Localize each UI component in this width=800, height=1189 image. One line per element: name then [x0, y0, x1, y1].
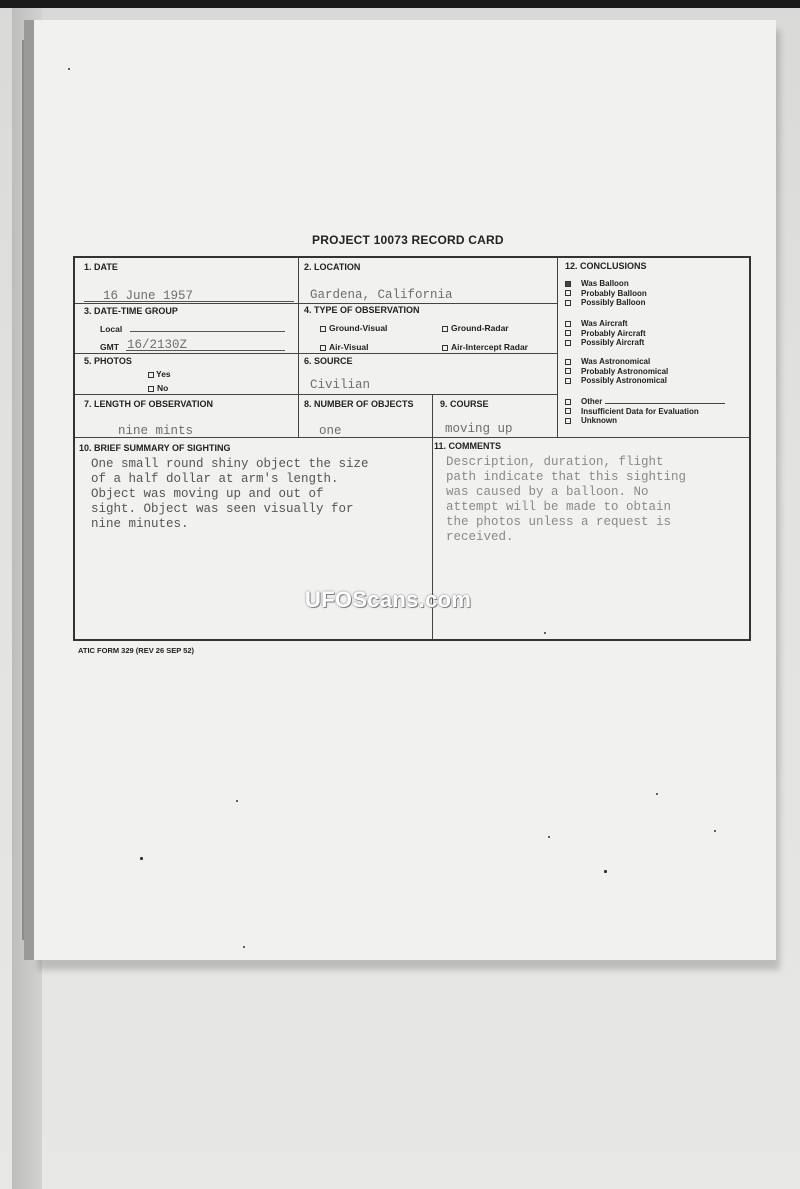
conclusion-was-aircraft: Was Aircraft	[565, 319, 646, 329]
checkbox-icon	[565, 399, 571, 405]
divider-col1	[298, 257, 299, 437]
dust-speck	[140, 857, 143, 860]
checkbox-icon	[320, 345, 326, 351]
course-value: moving up	[445, 422, 513, 436]
photos-label: 5. PHOTOS	[84, 356, 132, 366]
checkbox-icon	[148, 372, 154, 378]
checkbox-icon	[442, 345, 448, 351]
watermark: UFOScans.com	[305, 587, 472, 612]
location-value: Gardena, California	[310, 288, 453, 302]
type-of-observation-label: 4. TYPE OF OBSERVATION	[304, 305, 420, 315]
source-value: Civilian	[310, 378, 371, 392]
conclusion-possibly-aircraft: Possibly Aircraft	[565, 338, 646, 348]
date-value: 16 June 1957	[103, 289, 194, 303]
card-title: PROJECT 10073 RECORD CARD	[312, 233, 504, 247]
date-underline	[84, 301, 294, 302]
date-time-group-label: 3. DATE-TIME GROUP	[84, 306, 178, 316]
conclusion-possibly-balloon: Possibly Balloon	[565, 298, 647, 308]
row-divider-2	[75, 353, 558, 354]
dust-speck	[656, 793, 658, 795]
ground-radar-option: Ground-Radar	[442, 323, 509, 333]
checkbox-icon	[565, 378, 571, 384]
conclusions-label: 12. CONCLUSIONS	[565, 261, 647, 271]
local-underline	[130, 331, 285, 332]
checked-box-icon	[565, 281, 571, 287]
conclusion-probably-astronomical: Probably Astronomical	[565, 367, 668, 377]
scan-top-border	[0, 0, 800, 8]
conclusions-group-astronomical	[565, 357, 668, 386]
checkbox-icon	[565, 418, 571, 424]
dust-speck	[544, 632, 546, 634]
comments-text: Description, duration, flight path indicate that this sighting was caused by a balloon. No attempt will be made to obtain the photos unless a request is received.	[446, 455, 687, 544]
dust-speck	[243, 946, 245, 948]
conclusion-possibly-astronomical: Possibly Astronomical	[565, 376, 668, 386]
divider-col2	[557, 257, 558, 437]
comments-label: 11. COMMENTS	[434, 441, 502, 451]
conclusion-was-astronomical: Was Astronomical	[565, 357, 668, 367]
local-label: Local	[100, 324, 123, 334]
conclusion-unknown: Unknown	[565, 416, 725, 426]
checkbox-icon	[565, 359, 571, 365]
date-label: 1. DATE	[84, 262, 118, 272]
gmt-underline	[126, 350, 285, 351]
length-label: 7. LENGTH OF OBSERVATION	[84, 399, 214, 409]
checkbox-icon	[565, 368, 571, 374]
number-of-objects-label: 8. NUMBER OF OBJECTS	[304, 399, 414, 409]
conclusion-insufficient-data: Insufficient Data for Evaluation	[565, 407, 725, 417]
checkbox-icon	[565, 300, 571, 306]
conclusion-was-balloon: Was Balloon	[565, 279, 647, 289]
course-label: 9. COURSE	[440, 399, 489, 409]
checkbox-icon	[565, 408, 571, 414]
conclusion-other: Other	[565, 397, 725, 407]
number-of-objects-value: one	[319, 424, 342, 438]
gmt-value: 16/2130Z	[127, 338, 188, 352]
conclusions-group-other	[565, 397, 725, 426]
checkbox-icon	[565, 321, 571, 327]
source-label: 6. SOURCE	[304, 356, 353, 366]
conclusions-group-balloon	[565, 279, 647, 308]
checkbox-icon	[565, 330, 571, 336]
ground-visual-option: Ground-Visual	[320, 323, 387, 333]
checkbox-icon	[565, 290, 571, 296]
summary-label: 10. BRIEF SUMMARY OF SIGHTING	[79, 443, 231, 453]
location-label: 2. LOCATION	[304, 262, 361, 272]
dust-speck	[714, 830, 716, 832]
dust-speck	[548, 836, 550, 838]
dust-speck	[236, 800, 238, 802]
air-visual-option: Air-Visual	[320, 342, 369, 352]
conclusion-probably-aircraft: Probably Aircraft	[565, 329, 646, 339]
dust-speck	[68, 68, 70, 70]
length-value: nine mints	[118, 424, 194, 438]
other-underline	[605, 403, 725, 404]
form-number: ATIC FORM 329 (REV 26 SEP 52)	[78, 646, 195, 655]
dust-speck	[604, 870, 607, 873]
checkbox-icon	[565, 340, 571, 346]
gmt-label: GMT	[100, 342, 119, 352]
checkbox-icon	[320, 326, 326, 332]
checkbox-icon	[148, 386, 154, 392]
photos-no-option: No	[148, 383, 168, 393]
checkbox-icon	[442, 326, 448, 332]
row-divider-3	[75, 394, 558, 395]
air-intercept-radar-option: Air-Intercept Radar	[442, 342, 528, 352]
photos-yes-option: Yes	[148, 369, 171, 379]
conclusion-probably-balloon: Probably Balloon	[565, 289, 647, 299]
row-divider-1	[75, 303, 558, 304]
conclusions-group-aircraft	[565, 319, 646, 348]
summary-text: One small round shiny object the size of a half dollar at arm's length. Object was moving up and out of sight. Object was seen visually for nine minutes.	[91, 457, 369, 531]
